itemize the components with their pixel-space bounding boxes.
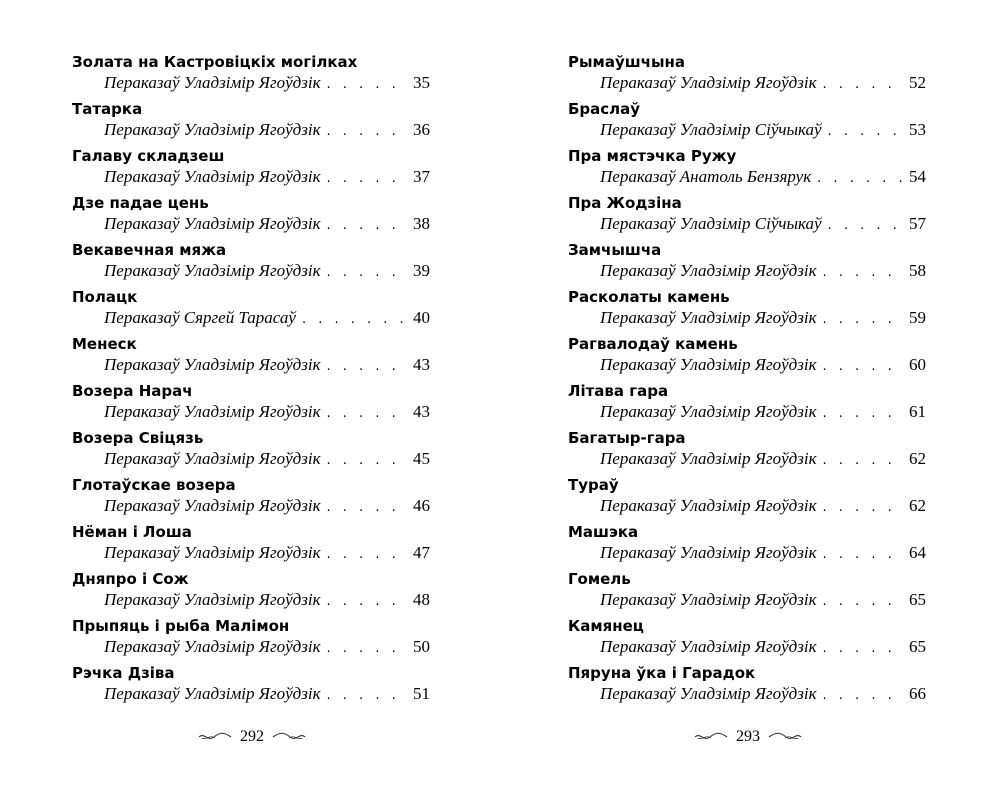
toc-entry-page-number: 35 bbox=[413, 73, 430, 92]
toc-entry-title: Літава гара bbox=[568, 382, 669, 400]
toc-entry-title: Пра мястэчка Ружу bbox=[568, 147, 737, 165]
toc-entry-title: Машэка bbox=[568, 523, 639, 541]
toc-entry bbox=[72, 616, 430, 663]
toc-entry-line bbox=[568, 636, 926, 659]
toc-entry-line bbox=[72, 448, 430, 471]
toc-entry-author: Пераказаў Уладзімір Ягоўдзік bbox=[600, 355, 817, 374]
toc-entry-author: Пераказаў Сяргей Тарасаў bbox=[104, 308, 296, 327]
toc-entry bbox=[568, 52, 926, 99]
dot-leader bbox=[327, 591, 407, 612]
toc-entry bbox=[568, 334, 926, 381]
toc-entry-title: Рымаўшчына bbox=[568, 53, 685, 71]
toc-entry-page-number: 51 bbox=[413, 684, 430, 703]
flourish-right-icon bbox=[768, 732, 802, 742]
toc-entry-page-number: 64 bbox=[909, 543, 926, 562]
toc-entry-line bbox=[568, 166, 926, 189]
dot-leader bbox=[828, 215, 903, 236]
toc-entry-page-number: 66 bbox=[909, 684, 926, 703]
toc-entry-title: Пра Жодзіна bbox=[568, 194, 682, 212]
dot-leader bbox=[327, 356, 407, 377]
toc-entry-title: Прыпяць і рыба Малімон bbox=[72, 617, 290, 635]
right-page-contents bbox=[568, 52, 926, 710]
toc-entry-line bbox=[568, 307, 926, 330]
toc-entry bbox=[568, 522, 926, 569]
toc-entry-page-number: 48 bbox=[413, 590, 430, 609]
left-page-contents bbox=[72, 52, 430, 710]
dot-leader bbox=[823, 356, 903, 377]
toc-entry-author: Пераказаў Анатоль Бензярук bbox=[600, 167, 812, 186]
toc-entry-author: Пераказаў Уладзімір Сіўчыкаў bbox=[600, 120, 822, 139]
toc-entry bbox=[72, 475, 430, 522]
toc-entry-title: Гомель bbox=[568, 570, 631, 588]
toc-entry-title: Камянец bbox=[568, 617, 644, 635]
flourish-left-icon bbox=[694, 732, 728, 742]
dot-leader bbox=[327, 262, 407, 283]
dot-leader bbox=[327, 685, 407, 706]
toc-entry-title: Рэчка Дзіва bbox=[72, 664, 175, 682]
dot-leader bbox=[327, 544, 407, 565]
toc-entry-title: Замчышча bbox=[568, 241, 662, 259]
toc-entry bbox=[72, 663, 430, 710]
toc-entry-title: Расколаты камень bbox=[568, 288, 730, 306]
dot-leader bbox=[327, 403, 407, 424]
dot-leader bbox=[828, 121, 903, 142]
toc-entry bbox=[72, 334, 430, 381]
toc-entry-title: Дняпро і Сож bbox=[72, 570, 189, 588]
toc-entry bbox=[568, 663, 926, 710]
toc-entry-author: Пераказаў Уладзімір Ягоўдзік bbox=[104, 543, 321, 562]
toc-entry-line bbox=[72, 307, 430, 330]
page-number-left: 292 bbox=[240, 728, 264, 745]
dot-leader bbox=[817, 168, 903, 189]
toc-entry-line bbox=[72, 589, 430, 612]
toc-entry-line bbox=[568, 683, 926, 706]
toc-entry-page-number: 54 bbox=[909, 167, 926, 186]
toc-entry-title: Золата на Кастровіцкіх могілках bbox=[72, 53, 358, 71]
toc-entry-title: Менеск bbox=[72, 335, 137, 353]
toc-entry bbox=[568, 146, 926, 193]
dot-leader bbox=[823, 591, 903, 612]
toc-entry-author: Пераказаў Уладзімір Ягоўдзік bbox=[104, 73, 321, 92]
toc-entry-author: Пераказаў Уладзімір Ягоўдзік bbox=[600, 637, 817, 656]
toc-entry-author: Пераказаў Уладзімір Сіўчыкаў bbox=[600, 214, 822, 233]
toc-entry-line bbox=[568, 213, 926, 236]
toc-entry-page-number: 50 bbox=[413, 637, 430, 656]
toc-entry-author: Пераказаў Уладзімір Ягоўдзік bbox=[600, 684, 817, 703]
toc-entry-page-number: 45 bbox=[413, 449, 430, 468]
toc-entry-page-number: 37 bbox=[413, 167, 430, 186]
toc-entry bbox=[568, 193, 926, 240]
toc-entry-line bbox=[72, 495, 430, 518]
toc-entry-title: Нёман і Лоша bbox=[72, 523, 192, 541]
page-number-right: 293 bbox=[736, 728, 760, 745]
toc-entry bbox=[568, 99, 926, 146]
dot-leader bbox=[823, 544, 903, 565]
toc-entry bbox=[568, 616, 926, 663]
dot-leader bbox=[327, 497, 407, 518]
toc-entry-page-number: 53 bbox=[909, 120, 926, 139]
dot-leader bbox=[327, 74, 407, 95]
toc-entry bbox=[72, 240, 430, 287]
dot-leader bbox=[823, 309, 903, 330]
toc-entry-author: Пераказаў Уладзімір Ягоўдзік bbox=[600, 73, 817, 92]
toc-entry-line bbox=[568, 401, 926, 424]
toc-entry bbox=[568, 381, 926, 428]
toc-entry-title: Тураў bbox=[568, 476, 619, 494]
toc-entry-title: Татарка bbox=[72, 100, 143, 118]
toc-entry-page-number: 46 bbox=[413, 496, 430, 515]
toc-entry-author: Пераказаў Уладзімір Ягоўдзік bbox=[104, 684, 321, 703]
toc-entry bbox=[72, 287, 430, 334]
toc-entry-page-number: 43 bbox=[413, 355, 430, 374]
toc-entry-line bbox=[568, 448, 926, 471]
toc-entry-author: Пераказаў Уладзімір Ягоўдзік bbox=[104, 355, 321, 374]
toc-entry-line bbox=[568, 119, 926, 142]
toc-entry-title: Галаву складзеш bbox=[72, 147, 225, 165]
toc-entry-author: Пераказаў Уладзімір Ягоўдзік bbox=[600, 590, 817, 609]
toc-entry-line bbox=[72, 72, 430, 95]
dot-leader bbox=[327, 450, 407, 471]
toc-entry bbox=[72, 522, 430, 569]
toc-entry-title: Векавечная мяжа bbox=[72, 241, 227, 259]
toc-entry bbox=[72, 381, 430, 428]
toc-entry-line bbox=[568, 495, 926, 518]
toc-entry-page-number: 47 bbox=[413, 543, 430, 562]
toc-entry-line bbox=[568, 589, 926, 612]
toc-entry-line bbox=[568, 72, 926, 95]
toc-entry-line bbox=[72, 683, 430, 706]
toc-entry-title: Браслаў bbox=[568, 100, 641, 118]
toc-entry-page-number: 65 bbox=[909, 637, 926, 656]
toc-entry-title: Возера Свіцязь bbox=[72, 429, 204, 447]
toc-entry bbox=[568, 428, 926, 475]
toc-entry-page-number: 61 bbox=[909, 402, 926, 421]
toc-entry-title: Багатыр-гара bbox=[568, 429, 686, 447]
toc-entry bbox=[72, 99, 430, 146]
dot-leader bbox=[327, 121, 407, 142]
toc-entry-author: Пераказаў Уладзімір Ягоўдзік bbox=[600, 308, 817, 327]
dot-leader bbox=[327, 215, 407, 236]
dot-leader bbox=[327, 638, 407, 659]
toc-entry bbox=[72, 428, 430, 475]
dot-leader bbox=[823, 74, 903, 95]
toc-entry-line bbox=[72, 166, 430, 189]
toc-entry-author: Пераказаў Уладзімір Ягоўдзік bbox=[600, 449, 817, 468]
toc-entry-page-number: 62 bbox=[909, 449, 926, 468]
toc-entry-author: Пераказаў Уладзімір Ягоўдзік bbox=[104, 402, 321, 421]
toc-entry-title: Дзе падае цень bbox=[72, 194, 209, 212]
toc-entry-line bbox=[72, 354, 430, 377]
toc-entry-line bbox=[72, 119, 430, 142]
toc-entry-page-number: 52 bbox=[909, 73, 926, 92]
dot-leader bbox=[823, 638, 903, 659]
dot-leader bbox=[823, 450, 903, 471]
toc-entry-page-number: 59 bbox=[909, 308, 926, 327]
toc-entry bbox=[72, 52, 430, 99]
toc-entry-line bbox=[568, 354, 926, 377]
toc-entry-page-number: 39 bbox=[413, 261, 430, 280]
flourish-right-icon bbox=[272, 732, 306, 742]
toc-entry-page-number: 43 bbox=[413, 402, 430, 421]
toc-entry bbox=[568, 475, 926, 522]
toc-entry-line bbox=[72, 636, 430, 659]
dot-leader bbox=[823, 497, 903, 518]
toc-entry bbox=[568, 240, 926, 287]
toc-entry-title: Пяруна ўка і Гарадок bbox=[568, 664, 756, 682]
toc-entry-title: Возера Нарач bbox=[72, 382, 193, 400]
toc-entry-page-number: 36 bbox=[413, 120, 430, 139]
toc-entry bbox=[568, 287, 926, 334]
toc-entry-author: Пераказаў Уладзімір Ягоўдзік bbox=[600, 261, 817, 280]
toc-entry-author: Пераказаў Уладзімір Ягоўдзік bbox=[104, 214, 321, 233]
dot-leader bbox=[823, 685, 903, 706]
right-page-footer bbox=[694, 728, 802, 746]
toc-entry bbox=[72, 193, 430, 240]
toc-entry-author: Пераказаў Уладзімір Ягоўдзік bbox=[104, 590, 321, 609]
toc-entry bbox=[568, 569, 926, 616]
toc-entry-line bbox=[568, 542, 926, 565]
toc-entry-author: Пераказаў Уладзімір Ягоўдзік bbox=[104, 496, 321, 515]
toc-entry-page-number: 60 bbox=[909, 355, 926, 374]
toc-entry-line bbox=[72, 401, 430, 424]
toc-entry-page-number: 58 bbox=[909, 261, 926, 280]
toc-entry-page-number: 62 bbox=[909, 496, 926, 515]
toc-entry-author: Пераказаў Уладзімір Ягоўдзік bbox=[104, 449, 321, 468]
toc-entry-author: Пераказаў Уладзімір Ягоўдзік bbox=[600, 402, 817, 421]
flourish-left-icon bbox=[198, 732, 232, 742]
toc-entry-title: Полацк bbox=[72, 288, 138, 306]
toc-entry bbox=[72, 569, 430, 616]
toc-entry-line bbox=[568, 260, 926, 283]
toc-entry-line bbox=[72, 542, 430, 565]
toc-entry-line bbox=[72, 213, 430, 236]
toc-entry-title: Рагвалодаў камень bbox=[568, 335, 738, 353]
toc-entry-author: Пераказаў Уладзімір Ягоўдзік bbox=[104, 637, 321, 656]
dot-leader bbox=[327, 168, 407, 189]
toc-entry-page-number: 38 bbox=[413, 214, 430, 233]
toc-entry-title: Глотаўскае возера bbox=[72, 476, 236, 494]
toc-entry bbox=[72, 146, 430, 193]
toc-entry-author: Пераказаў Уладзімір Ягоўдзік bbox=[600, 496, 817, 515]
toc-entry-line bbox=[72, 260, 430, 283]
dot-leader bbox=[302, 309, 407, 330]
toc-entry-page-number: 57 bbox=[909, 214, 926, 233]
toc-entry-author: Пераказаў Уладзімір Ягоўдзік bbox=[104, 167, 321, 186]
toc-entry-author: Пераказаў Уладзімір Ягоўдзік bbox=[104, 120, 321, 139]
left-page-footer bbox=[198, 728, 306, 746]
toc-entry-author: Пераказаў Уладзімір Ягоўдзік bbox=[600, 543, 817, 562]
dot-leader bbox=[823, 403, 903, 424]
dot-leader bbox=[823, 262, 903, 283]
toc-entry-page-number: 65 bbox=[909, 590, 926, 609]
toc-entry-page-number: 40 bbox=[413, 308, 430, 327]
toc-entry-author: Пераказаў Уладзімір Ягоўдзік bbox=[104, 261, 321, 280]
